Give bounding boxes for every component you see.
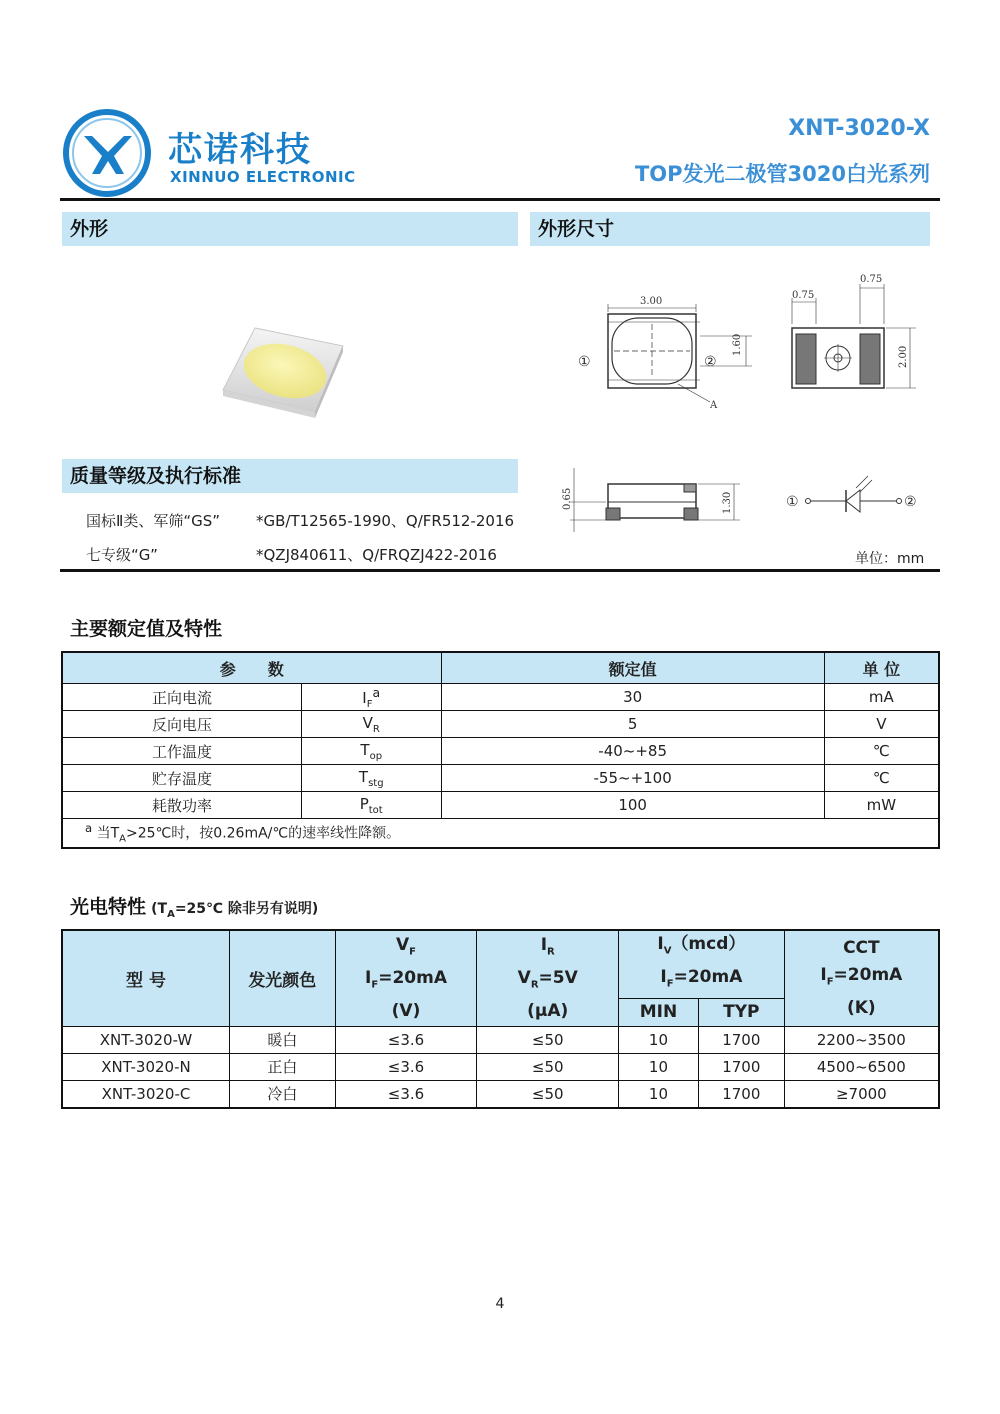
cell-ir: ≤50 — [477, 1053, 619, 1080]
cell-vf: ≤3.6 — [335, 1080, 477, 1108]
header-rule — [60, 198, 940, 201]
param-unit: V — [824, 711, 939, 738]
cell-cct: ≥7000 — [784, 1080, 939, 1108]
table-row — [62, 711, 939, 738]
cell-model: XNT-3020-N — [62, 1053, 230, 1080]
cell-color: 正白 — [230, 1053, 336, 1080]
section-quality-title: 质量等级及执行标准 — [70, 465, 242, 487]
param-name: 正向电流 — [62, 684, 301, 711]
standard-spec-1: *GB/T12565-1990、Q/FR512-2016 — [256, 512, 515, 530]
param-symbol: $V_R$ — [301, 711, 441, 738]
param-value: 30 — [441, 684, 824, 711]
section-quality — [62, 459, 518, 493]
dim-pad-right-label: 0.75 — [860, 274, 883, 285]
table-row — [62, 1026, 939, 1053]
pin1-symbol-label: ① — [786, 494, 799, 510]
xinnuo-logo-icon — [62, 108, 152, 198]
ratings-table — [61, 651, 940, 849]
section-shape — [62, 212, 518, 246]
ratings-footnote: $^a$ 当$T_A>25℃$时，按0.26mA/℃的速率线性降额。 — [62, 819, 939, 849]
param-unit: ℃ — [824, 738, 939, 765]
header-typ: TYP — [698, 998, 784, 1026]
param-value: -55~+100 — [441, 765, 824, 792]
header-value: 额定值 — [441, 652, 824, 684]
standard-grade-1: 国标Ⅱ类、军筛“GS” — [86, 512, 221, 530]
table-row — [62, 738, 939, 765]
param-symbol: $P_{tot}$ — [301, 792, 441, 819]
cell-cct: 4500~6500 — [784, 1053, 939, 1080]
section-shape-title: 外形 — [70, 218, 109, 240]
optical-title: 光电特性 ($T_A=25℃$ 除非另有说明) — [70, 896, 319, 920]
ratings-title: 主要额定值及特性 — [70, 618, 223, 640]
param-name: 贮存温度 — [62, 765, 301, 792]
pin2-symbol-label: ② — [904, 494, 917, 510]
dim-lead-label: 0.65 — [562, 487, 573, 510]
param-name: 耗散功率 — [62, 792, 301, 819]
table-row — [62, 684, 939, 711]
page-number: 4 — [495, 1296, 505, 1312]
cell-typ: 1700 — [698, 1053, 784, 1080]
header-unit: 单 位 — [824, 652, 939, 684]
cell-ir: ≤50 — [477, 1026, 619, 1053]
ratings-header-row — [62, 652, 939, 684]
cell-vf: ≤3.6 — [335, 1053, 477, 1080]
header-ir: $I_R$ $V_R=5V$ (μA) — [477, 930, 619, 1026]
param-name: 工作温度 — [62, 738, 301, 765]
dimension-drawing — [560, 262, 940, 552]
document-subtitle: TOP发光二极管3020白光系列 — [634, 162, 930, 186]
dim-length-label: 3.00 — [640, 296, 663, 307]
cell-color: 暖白 — [230, 1026, 336, 1053]
dim-pad-left-label: 0.75 — [792, 290, 815, 301]
logo-chinese-name: 芯诺科技 — [168, 130, 312, 170]
param-symbol: $I_F^a$ — [301, 684, 441, 711]
header-model: 型 号 — [62, 930, 230, 1026]
header-color: 发光颜色 — [230, 930, 336, 1026]
cell-typ: 1700 — [698, 1026, 784, 1053]
ratings-note-row — [62, 819, 939, 849]
document-model-title: XNT-3020-X — [788, 116, 930, 141]
param-name: 反向电压 — [62, 711, 301, 738]
cell-model: XNT-3020-W — [62, 1026, 230, 1053]
section-rule — [60, 569, 940, 572]
cell-vf: ≤3.6 — [335, 1026, 477, 1053]
logo-english-name: XINNUO ELECTRONIC — [170, 168, 356, 186]
standard-spec-2: *QZJ840611、Q/FRQZJ422-2016 — [256, 546, 497, 564]
header-param: 参 数 — [62, 652, 441, 684]
dim-thickness-label: 1.30 — [722, 491, 733, 514]
pin1-top-label: ① — [578, 354, 591, 370]
cell-cct: 2200~3500 — [784, 1026, 939, 1053]
section-dimensions-title: 外形尺寸 — [538, 218, 615, 240]
standard-grade-2: 七专级“G” — [86, 546, 158, 564]
dim-width-label: 1.60 — [732, 333, 743, 356]
param-value: 5 — [441, 711, 824, 738]
header-iv: $I_V(mcd)$ $I_F=20mA$ — [619, 930, 785, 998]
table-row — [62, 792, 939, 819]
cell-model: XNT-3020-C — [62, 1080, 230, 1108]
header-vf: $V_F$ $I_F=20mA$ (V) — [335, 930, 477, 1026]
param-value: 100 — [441, 792, 824, 819]
optical-header-row — [62, 930, 939, 998]
led-product-image — [215, 318, 350, 418]
pin2-top-label: ② — [704, 354, 717, 370]
cell-min: 10 — [619, 1080, 699, 1108]
param-unit: mW — [824, 792, 939, 819]
cell-typ: 1700 — [698, 1080, 784, 1108]
marker-a-label: A — [710, 400, 718, 411]
header-cct: CCT $I_F=20mA$ (K) — [784, 930, 939, 1026]
param-symbol: $T_{stg}$ — [301, 765, 441, 792]
cell-min: 10 — [619, 1026, 699, 1053]
param-symbol: $T_{op}$ — [301, 738, 441, 765]
table-row — [62, 1053, 939, 1080]
param-value: -40~+85 — [441, 738, 824, 765]
cell-min: 10 — [619, 1053, 699, 1080]
section-dimensions — [530, 212, 930, 246]
cell-color: 冷白 — [230, 1080, 336, 1108]
unit-note: 单位：mm — [855, 551, 925, 567]
table-row — [62, 1080, 939, 1108]
cell-ir: ≤50 — [477, 1080, 619, 1108]
dim-height-label: 2.00 — [898, 345, 909, 368]
optical-table — [61, 929, 940, 1109]
header-min: MIN — [619, 998, 699, 1026]
param-unit: ℃ — [824, 765, 939, 792]
table-row — [62, 765, 939, 792]
param-unit: mA — [824, 684, 939, 711]
